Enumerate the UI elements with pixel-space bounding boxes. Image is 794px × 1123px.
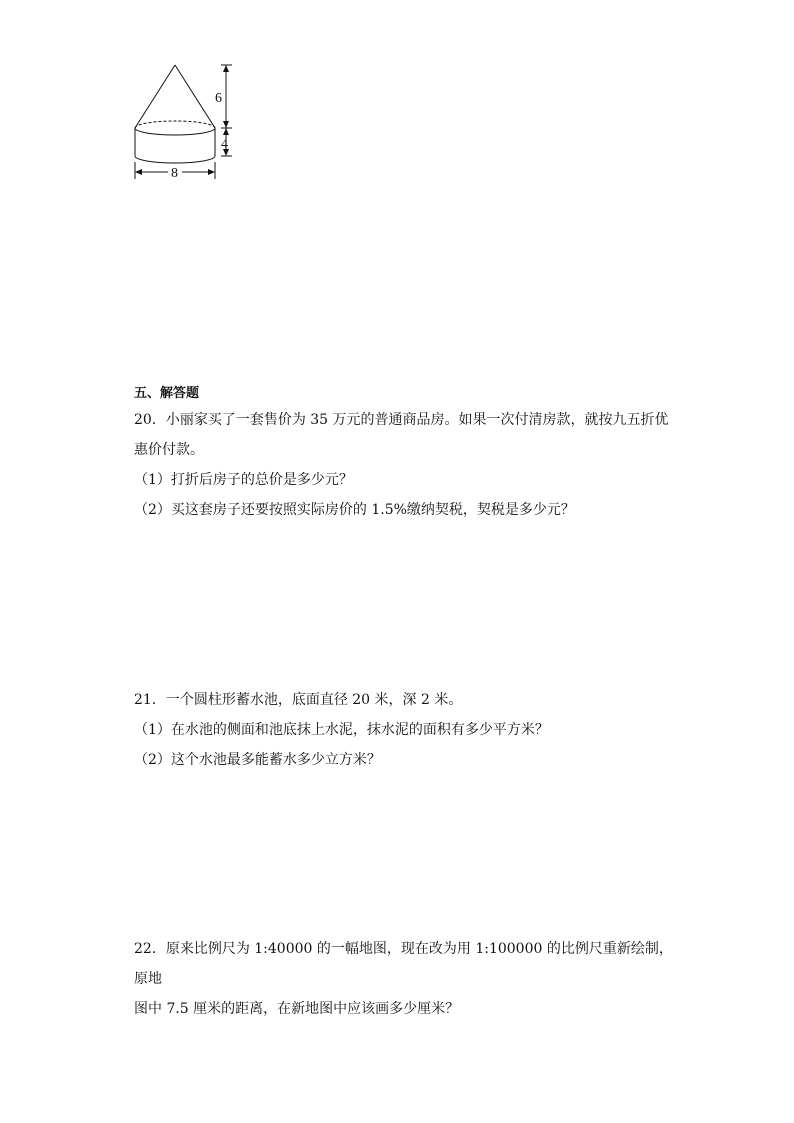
arrow-up-top (223, 65, 229, 72)
arrow-right (208, 169, 215, 175)
sub-question: （2）这个水池最多能蓄水多少立方米？ (134, 752, 381, 768)
question-stem-line: 20．小丽家买了一套售价为 35 万元的普通商品房。如果一次付清房款，就按九五折优 (134, 412, 669, 428)
cylinder-height-label: 4 (221, 137, 228, 152)
arrow-left (135, 169, 142, 175)
question-stem-line: 图中 7.5 厘米的距离，在新地图中应该画多少厘米？ (134, 1001, 460, 1017)
figure-drawing (122, 58, 252, 188)
arrow-up-mid (223, 128, 229, 135)
bottom-ellipse (135, 156, 215, 163)
arrow-down-mid (223, 121, 229, 128)
cone-height-label: 6 (215, 91, 222, 106)
diameter-label: 8 (171, 166, 178, 181)
sub-question: （1）打折后房子的总价是多少元？ (134, 472, 353, 488)
cone-cylinder-figure (122, 58, 252, 188)
top-ellipse-back (135, 121, 215, 128)
cone-right-edge (175, 65, 215, 128)
question-stem-line: 惠价付款。 (134, 442, 204, 458)
question-21 (134, 685, 674, 775)
top-ellipse-front (135, 128, 215, 135)
sub-question: （1）在水池的侧面和池底抹上水泥，抹水泥的面积有多少平方米？ (134, 722, 549, 738)
question-stem-line: 21．一个圆柱形蓄水池，底面直径 20 米，深 2 米。 (134, 692, 463, 708)
question-22 (134, 934, 674, 1024)
question-20 (134, 405, 674, 525)
cone-left-edge (135, 65, 175, 128)
sub-question: （2）买这套房子还要按照实际房价的 1.5%缴纳契税，契税是多少元？ (134, 502, 575, 518)
section-title: 五、解答题 (134, 386, 200, 401)
question-stem-line: 22．原来比例尺为 1:40000 的一幅地图，现在改为用 1:100000 的比例尺重新绘制，原地 (134, 941, 673, 987)
